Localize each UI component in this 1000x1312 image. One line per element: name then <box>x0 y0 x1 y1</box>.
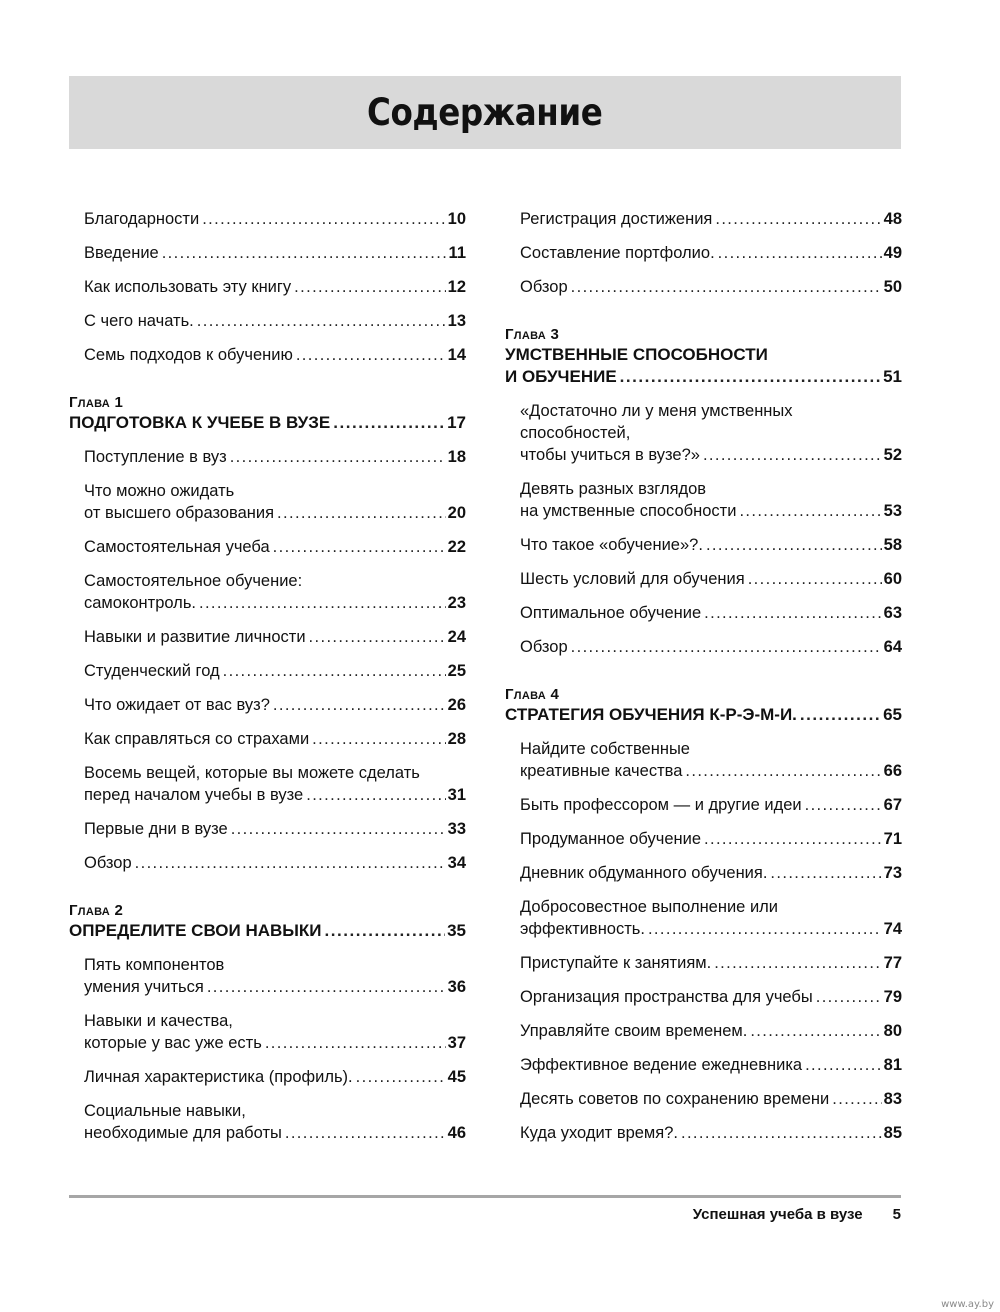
dot-leader <box>704 828 882 850</box>
toc-entry-page: 49 <box>883 244 902 262</box>
toc-entry-title: С чего начать. <box>84 312 194 330</box>
dot-leader <box>739 500 881 522</box>
page-footer <box>69 1206 901 1223</box>
toc-entry[interactable] <box>69 762 466 806</box>
toc-entry-title: на умственные способности <box>520 502 737 520</box>
chapter-4-title[interactable]: СТРАТЕГИЯ ОБУЧЕНИЯ К-Р-Э-М-И. . . . 65 <box>505 704 902 726</box>
toc-entry-page: 58 <box>883 536 902 554</box>
toc-entry-title: Десять советов по сохранению времени <box>520 1090 830 1108</box>
toc-entry[interactable] <box>505 208 902 230</box>
dot-leader <box>805 794 882 816</box>
dot-leader <box>231 818 446 840</box>
toc-entry-title: необходимые для работы <box>84 1124 282 1142</box>
toc-entry-title: Самостоятельная учеба <box>84 538 270 556</box>
dot-leader <box>648 918 882 940</box>
dot-leader <box>750 1020 881 1042</box>
toc-entry-title: чтобы учиться в вузе?» <box>520 446 700 464</box>
toc-entry-title: Обзор <box>84 854 132 872</box>
toc-entry[interactable] <box>69 344 466 366</box>
toc-entry-page: 77 <box>883 954 902 972</box>
toc-entry-title: Управляйте своим временем. <box>520 1022 748 1040</box>
toc-entry[interactable] <box>69 818 466 840</box>
dot-leader <box>207 976 446 998</box>
toc-entry-title: Организация пространства для учебы <box>520 988 813 1006</box>
toc-entry[interactable] <box>69 208 466 230</box>
toc-entry-title: Личная характеристика (профиль). <box>84 1068 353 1086</box>
toc-entry-line: способностей, <box>520 424 631 442</box>
toc-entry[interactable] <box>505 952 902 974</box>
dot-leader <box>197 310 446 332</box>
toc-entry-page: 28 <box>447 730 466 748</box>
toc-entry-page: 26 <box>447 696 466 714</box>
toc-entry[interactable] <box>69 536 466 558</box>
toc-entry-page: 14 <box>447 346 466 364</box>
dot-leader <box>273 694 446 716</box>
toc-entry[interactable] <box>505 602 902 624</box>
toc-entry[interactable] <box>69 570 466 614</box>
dot-leader <box>714 952 881 974</box>
toc-entry-page: 18 <box>447 448 466 466</box>
dot-leader <box>704 602 882 624</box>
toc-entry-page: 67 <box>883 796 902 814</box>
toc-entry-title: Введение <box>84 244 159 262</box>
toc-entry-title: Как справляться со страхами <box>84 730 310 748</box>
toc-entry-page: 60 <box>883 570 902 588</box>
toc-entry-page: 45 <box>447 1068 466 1086</box>
toc-entry[interactable] <box>69 694 466 716</box>
toc-entry-title: самоконтроль. <box>84 594 196 612</box>
toc-entry-title: Куда уходит время?. <box>520 1124 678 1142</box>
toc-entry-page: 33 <box>447 820 466 838</box>
toc-entry[interactable] <box>505 242 902 264</box>
toc-entry-title: Благодарности <box>84 210 200 228</box>
toc-entry[interactable] <box>505 1020 902 1042</box>
dot-leader <box>748 568 882 590</box>
toc-entry-line: Что можно ожидать <box>84 482 235 500</box>
dot-leader <box>312 728 445 750</box>
toc-entry-line: Пять компонентов <box>84 956 225 974</box>
dot-leader <box>718 242 882 264</box>
dot-leader <box>571 636 882 658</box>
toc-entry[interactable] <box>69 1066 466 1088</box>
toc-entry-title: Шесть условий для обучения <box>520 570 745 588</box>
toc-entry-line: Социальные навыки, <box>84 1102 246 1120</box>
toc-entry-page: 83 <box>883 1090 902 1108</box>
toc-entry[interactable] <box>69 310 466 332</box>
chapter-4-label: Глава 4 <box>505 686 560 703</box>
dot-leader <box>277 502 446 524</box>
toc-entry-line: Добросовестное выполнение или <box>520 898 779 916</box>
title-banner <box>69 76 901 149</box>
watermark: www.ay.by <box>941 1299 994 1310</box>
toc-entry[interactable] <box>505 738 902 782</box>
toc-entry[interactable] <box>505 534 902 556</box>
dot-leader <box>223 660 446 682</box>
toc-entry-page: 12 <box>447 278 466 296</box>
toc-entry-title: Семь подходов к обучению <box>84 346 293 364</box>
dot-leader <box>162 242 447 264</box>
dot-leader <box>306 784 445 806</box>
toc-entry-title: Как использовать эту книгу <box>84 278 292 296</box>
toc-entry[interactable] <box>505 794 902 816</box>
toc-entry-line: «Достаточно ли у меня умственных <box>520 402 793 420</box>
toc-entry[interactable] <box>69 242 466 264</box>
chapter-2-items <box>69 954 466 1144</box>
dot-leader <box>805 1054 882 1076</box>
chapter-2-continued-items <box>505 208 902 298</box>
toc-entry[interactable] <box>505 636 902 658</box>
toc-entry-page: 53 <box>883 502 902 520</box>
toc-entry-title: эффективность. <box>520 920 645 938</box>
toc-entry-page: 71 <box>883 830 902 848</box>
toc-entry-page: 74 <box>883 920 902 938</box>
footer-book-title: Успешная учеба в вузе <box>692 1206 863 1223</box>
dot-leader <box>685 760 881 782</box>
toc-entry[interactable] <box>69 276 466 298</box>
toc-entry[interactable] <box>69 660 466 682</box>
toc-entry-line: Навыки и качества, <box>84 1012 233 1030</box>
toc-entry-title: креативные качества <box>520 762 683 780</box>
dot-leader <box>681 1122 882 1144</box>
toc-entry-page: 85 <box>883 1124 902 1142</box>
toc-entry-page: 20 <box>447 504 466 522</box>
toc-left-column <box>69 208 466 1156</box>
toc-entry-page: 50 <box>883 278 902 296</box>
toc-right-column <box>505 208 902 1156</box>
chapter-1-items <box>69 446 466 874</box>
toc-entry-line: Восемь вещей, которые вы можете сделать <box>84 764 420 782</box>
toc-entry[interactable] <box>69 1010 466 1054</box>
dot-leader <box>703 444 882 466</box>
toc-entry[interactable] <box>69 480 466 524</box>
dot-leader <box>356 1066 446 1088</box>
chapter-2-title[interactable]: ОПРЕДЕЛИТЕ СВОИ НАВЫКИ . . . 35 <box>69 920 466 942</box>
chapter-3-title[interactable]: УМСТВЕННЫЕ СПОСОБНОСТИ И ОБУЧЕНИЕ . . . 51 <box>505 344 902 388</box>
toc-entry-title: Что такое «обучение»?. <box>520 536 703 554</box>
toc-entry-page: 79 <box>883 988 902 1006</box>
toc-entry-title: Обзор <box>520 278 568 296</box>
dot-leader <box>770 862 881 884</box>
toc-entry-page: 81 <box>883 1056 902 1074</box>
toc-entry-title: перед началом учебы в вузе <box>84 786 304 804</box>
toc-entry-title: Быть профессором — и другие идеи <box>520 796 802 814</box>
toc-entry-page: 64 <box>883 638 902 656</box>
toc-entry-title: Навыки и развитие личности <box>84 628 306 646</box>
chapter-4-items <box>505 738 902 1144</box>
toc-entry-page: 63 <box>883 604 902 622</box>
toc-entry-page: 23 <box>447 594 466 612</box>
toc-entry-page: 11 <box>448 244 466 262</box>
dot-leader <box>715 208 881 230</box>
toc-entry-page: 80 <box>883 1022 902 1040</box>
toc-entry-page: 46 <box>447 1124 466 1142</box>
toc-entry-title: Эффективное ведение ежедневника <box>520 1056 803 1074</box>
toc-entry-page: 13 <box>447 312 466 330</box>
dot-leader <box>230 446 446 468</box>
toc-entry[interactable] <box>69 954 466 998</box>
dot-leader <box>285 1122 446 1144</box>
dot-leader <box>571 276 882 298</box>
intro-section <box>69 208 466 366</box>
toc-entry-page: 24 <box>447 628 466 646</box>
toc-entry[interactable] <box>69 852 466 874</box>
dot-leader <box>273 536 446 558</box>
toc-entry[interactable] <box>505 568 902 590</box>
toc-entry[interactable] <box>69 626 466 648</box>
toc-entry-title: умения учиться <box>84 978 204 996</box>
toc-entry-page: 31 <box>447 786 466 804</box>
toc-entry[interactable] <box>69 1100 466 1144</box>
toc-entry-title: Приступайте к занятиям. <box>520 954 712 972</box>
toc-entry[interactable] <box>69 446 466 468</box>
chapter-1-label: Глава 1 <box>69 394 124 411</box>
toc-entry[interactable] <box>505 1122 902 1144</box>
toc-entry[interactable] <box>505 862 902 884</box>
dot-leader <box>199 592 446 614</box>
toc-entry-page: 73 <box>883 864 902 882</box>
toc-entry-line: Самостоятельное обучение: <box>84 572 303 590</box>
toc-entry-title: Регистрация достижения <box>520 210 713 228</box>
toc-entry-line: Девять разных взглядов <box>520 480 707 498</box>
toc-entry-title: от высшего образования <box>84 504 275 522</box>
toc-entry-page: 10 <box>447 210 466 228</box>
chapter-3-label: Глава 3 <box>505 326 560 343</box>
dot-leader <box>832 1088 881 1110</box>
toc-entry[interactable] <box>69 728 466 750</box>
chapter-1-title[interactable]: ПОДГОТОВКА К УЧЕБЕ В ВУЗЕ . . . 17 <box>69 412 466 434</box>
toc-entry-page: 36 <box>447 978 466 996</box>
toc-entry-title: Студенческий год <box>84 662 220 680</box>
toc-entry-page: 25 <box>447 662 466 680</box>
toc-entry-line: Найдите собственные <box>520 740 690 758</box>
toc-entry-page: 66 <box>883 762 902 780</box>
chapter-3-items <box>505 400 902 658</box>
toc-entry[interactable] <box>505 276 902 298</box>
dot-leader <box>294 276 445 298</box>
toc-entry[interactable] <box>505 1088 902 1110</box>
toc-entry[interactable] <box>505 400 902 466</box>
toc-entry-title: Оптимальное обучение <box>520 604 702 622</box>
toc-entry-title: Что ожидает от вас вуз? <box>84 696 270 714</box>
dot-leader <box>135 852 446 874</box>
toc-entry-title: Первые дни в вузе <box>84 820 228 838</box>
dot-leader <box>296 344 446 366</box>
dot-leader <box>816 986 882 1008</box>
footer-page-number: 5 <box>892 1206 901 1223</box>
page-title: Содержание <box>367 91 603 134</box>
toc-entry-title: Поступление в вуз <box>84 448 227 466</box>
toc-entry-page: 52 <box>883 446 902 464</box>
toc-entry[interactable] <box>505 986 902 1008</box>
toc-entry-title: Дневник обдуманного обучения. <box>520 864 768 882</box>
toc-entry[interactable] <box>505 1054 902 1076</box>
chapter-2-label: Глава 2 <box>69 902 124 919</box>
footer-rule <box>69 1195 901 1198</box>
toc-entry-page: 34 <box>447 854 466 872</box>
dot-leader <box>309 626 446 648</box>
toc-entry-title: Продуманное обучение <box>520 830 702 848</box>
dot-leader <box>265 1032 446 1054</box>
toc-entry-title: Составление портфолио. <box>520 244 715 262</box>
dot-leader <box>706 534 882 556</box>
toc-entry-page: 48 <box>883 210 902 228</box>
dot-leader <box>202 208 445 230</box>
toc-entry-page: 22 <box>447 538 466 556</box>
toc-entry-page: 37 <box>447 1034 466 1052</box>
toc-entry-title: Обзор <box>520 638 568 656</box>
toc-entry[interactable] <box>505 478 902 522</box>
toc-entry[interactable] <box>505 828 902 850</box>
toc-entry[interactable] <box>505 896 902 940</box>
toc-entry-title: которые у вас уже есть <box>84 1034 262 1052</box>
